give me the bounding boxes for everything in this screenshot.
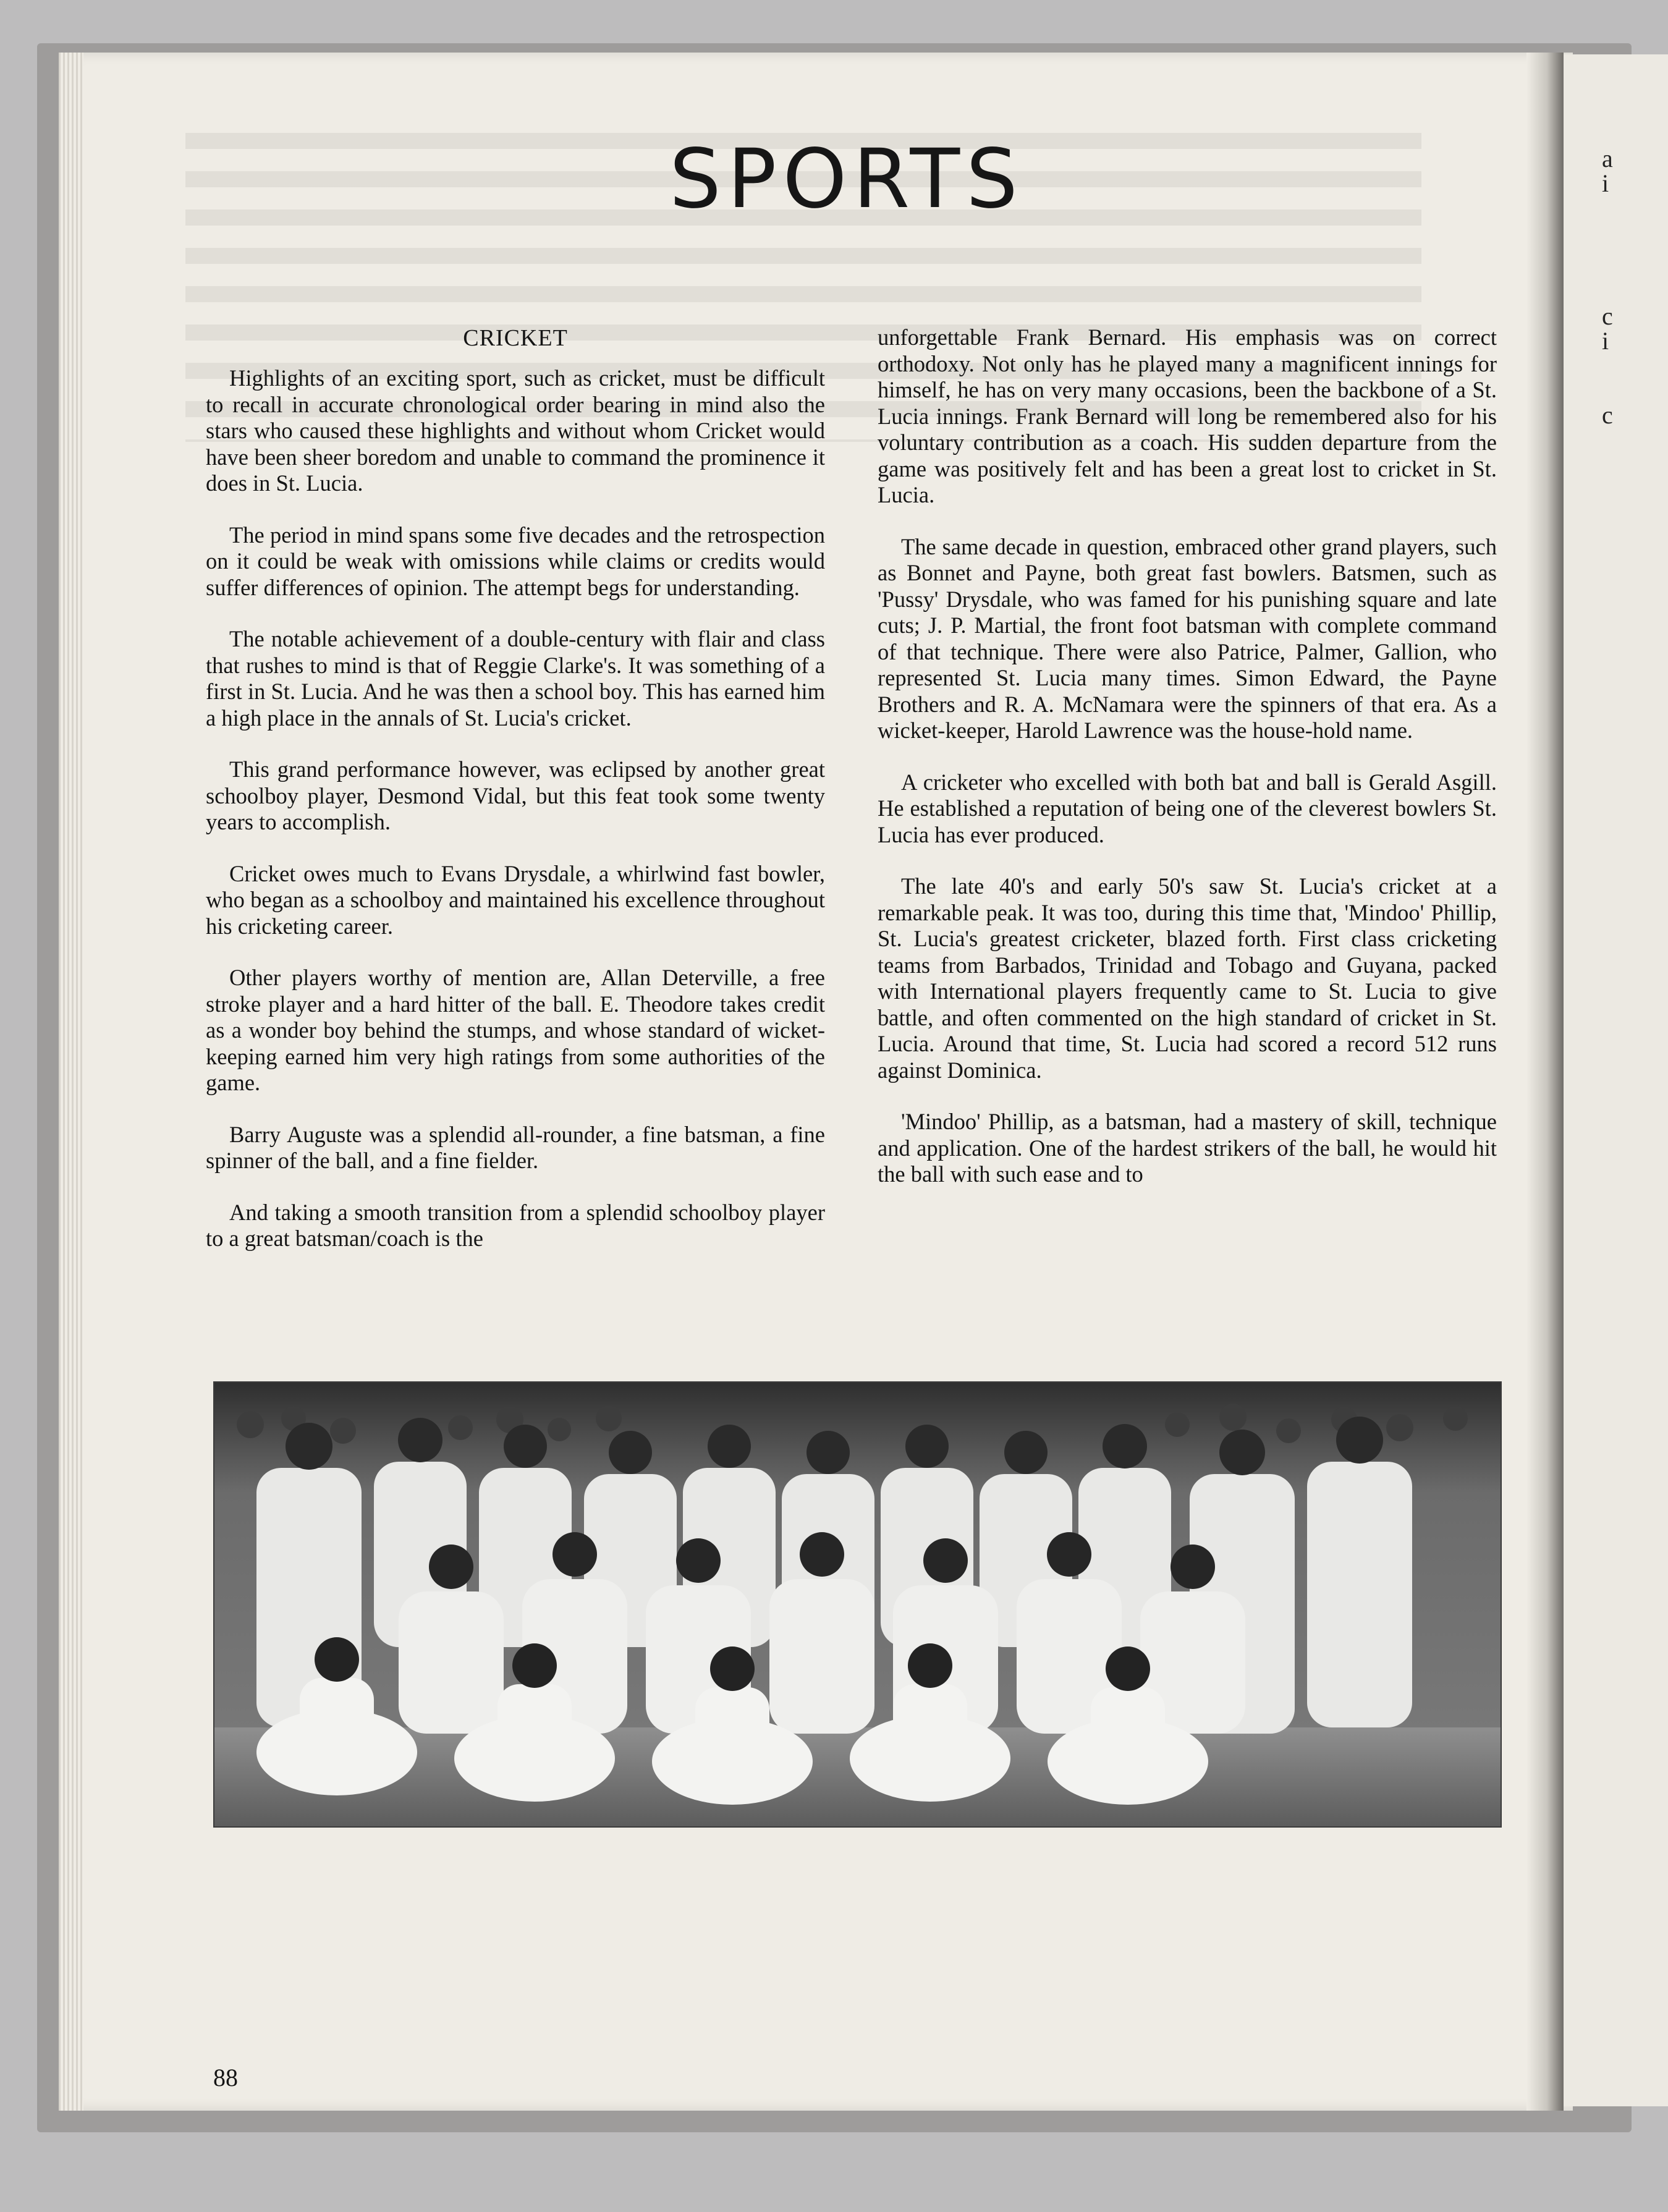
team-photo (213, 1381, 1502, 1828)
paragraph: unforgettable Frank Bernard. His emphasis was on correct orthodoxy. Not only has he played many a magnificent innings for himself, he has on very many occasions, been the backbone of a St. Lucia innings. Frank Bernard will long be remembered also for his voluntary contribution as a coach. His sudden departure from the game was positively felt and has been a great lost to cricket in St. Lucia. (878, 324, 1497, 507)
paragraph: The same decade in question, embraced other grand players, such as Bonnet and Payne, both great fast bowlers. Batsmen, such as 'Pussy' Drysdale, who was famed for his punishing square and late cuts; J. P. Martial, the front foot batsman with complete command of that technique. There were also Patrice, Palmer, Gallion, who represented St. Lucia many times. Simon Edward, the Payne Brothers and R. A. McNamara were the spinners of that era. As a wicket-keeper, Harold Lawrence was the house-hold name. (878, 533, 1497, 743)
adjacent-page-fragment: a (1602, 145, 1613, 172)
adjacent-page-fragment: c (1602, 302, 1613, 330)
paragraph: Barry Auguste was a splendid all-rounder, a fine batsman, a fine spinner of the ball, and a fine fielder. (206, 1121, 825, 1173)
paragraph: The notable achievement of a double-century with flair and class that rushes to mind is that of Reggie Clarke's. It was something of a first in St. Lucia. And he was then a school boy. This has earned him a high place in the annals of St. Lucia's cricket. (206, 626, 825, 731)
paragraph: The period in mind spans some five decades and the retrospection on it could be weak with omissions while claims or credits would suffer differences of opinion. The attempt begs for understanding. (206, 522, 825, 600)
paragraph: And taking a smooth transition from a splendid schoolboy player to a great batsman/coach is the (206, 1199, 825, 1251)
adjacent-page-edge (1564, 54, 1668, 2106)
binding-gutter (1526, 53, 1564, 2111)
paragraph: Cricket owes much to Evans Drysdale, a whirlwind fast bowler, who began as a schoolboy and maintained his excellence throughout his cricketing career. (206, 860, 825, 939)
page-number: 88 (213, 2064, 238, 2091)
adjacent-page-fragment: c (1602, 401, 1613, 429)
page-title: SPORTS (669, 132, 1024, 227)
page-edge-stack (59, 53, 83, 2111)
paragraph: A cricketer who excelled with both bat and ball is Gerald Asgill. He established a reputation of being one of the cleverest bowlers St. Lucia has ever produced. (878, 769, 1497, 847)
section-heading: CRICKET (463, 325, 568, 351)
paragraph: 'Mindoo' Phillip, as a batsman, had a mastery of skill, technique and application. One of the hardest strikers of the ball, he would hit the ball with such ease and to (878, 1109, 1497, 1187)
right-column (878, 324, 1497, 1213)
paragraph: Other players worthy of mention are, Allan Deterville, a free stroke player and a hard hitter of the ball. E. Theodore takes credit as a wonder boy behind the stumps, and whose standard of wicket-keeping earned him very high ratings from some authorities of the game. (206, 965, 825, 1095)
paragraph: The late 40's and early 50's saw St. Lucia's cricket at a remarkable peak. It was too, during this time that, 'Mindoo' Phillip, St. Lucia's greatest cricketer, blazed forth. First class cricketing teams from Barbados, Trinidad and Tobago and Guyana, packed with International players frequently came to St. Lucia to give battle, and often commented on the high standard of cricket in St. Lucia. Around that time, St. Lucia had scored a record 512 runs against Dominica. (878, 873, 1497, 1083)
adjacent-page-fragment: i (1602, 327, 1609, 355)
left-column (206, 324, 825, 1278)
paragraph: This grand performance however, was eclipsed by another great schoolboy player, Desmond Vidal, but this feat took some twenty years to accomplish. (206, 756, 825, 834)
adjacent-page-fragment: i (1602, 169, 1609, 197)
paragraph: Highlights of an exciting sport, such as cricket, must be difficult to recall in accurate chronological order bearing in mind also the stars who caused these highlights and without whom Cricket would have been sheer boredom and unable to command the prominence it does in St. Lucia. (206, 365, 825, 496)
team-photo-illustration (213, 1381, 1502, 1828)
